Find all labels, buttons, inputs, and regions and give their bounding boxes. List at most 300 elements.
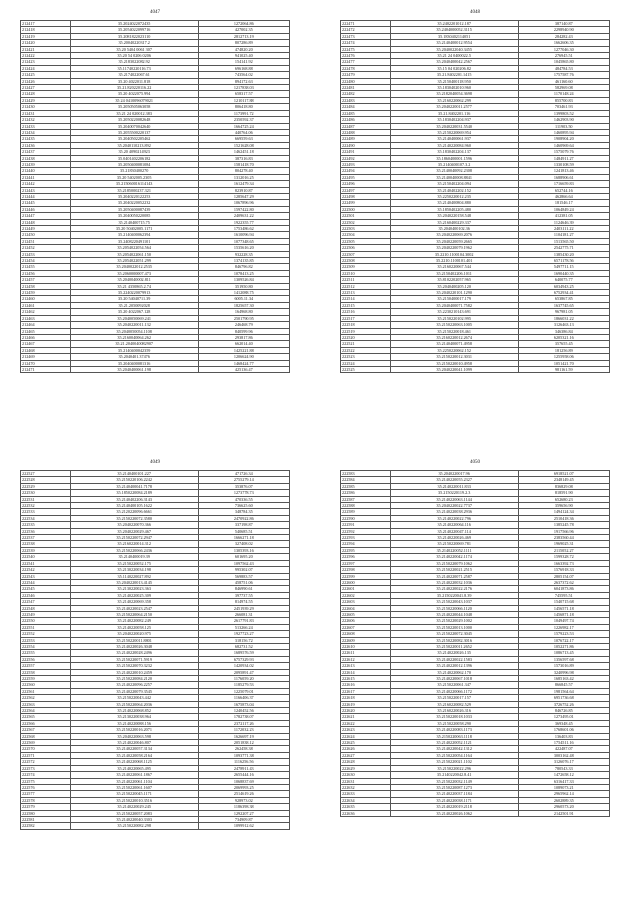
id-cell: 222548: [21, 605, 71, 611]
value-cell: 348784.35: [198, 509, 289, 515]
value-cell: 1540715.68: [518, 599, 609, 605]
code-cell: 35.2040220020.975: [70, 631, 198, 637]
id-cell: 222570: [21, 746, 71, 752]
value-cell: 1068837.69: [198, 778, 289, 784]
code-cell: 35.2140220029.245: [70, 804, 198, 810]
code-cell: 35.2040220070.366: [70, 522, 198, 528]
value-cell: 1124646.39: [518, 219, 609, 225]
id-cell: 222562: [21, 695, 71, 701]
value-cell: 1077348.65: [198, 238, 289, 244]
id-cell: 222563: [21, 701, 71, 707]
code-cell: 35.2150220063.1005: [390, 322, 518, 328]
id-cell: 222536: [21, 528, 71, 534]
code-cell: 35.2040400205.120: [390, 283, 518, 289]
value-cell: 369348.45: [518, 720, 609, 726]
page-title: 4050: [470, 460, 480, 465]
code-cell: 35.2140220096.2257: [70, 682, 198, 688]
id-cell: 222555: [21, 650, 71, 656]
id-cell: 222539: [21, 547, 71, 553]
value-cell: 5497711.15: [518, 264, 609, 270]
code-cell: 35.2160220067.544: [390, 264, 518, 270]
id-cell: 222541: [21, 560, 71, 566]
code-cell: 35.2040050220085: [70, 213, 198, 219]
code-cell: 35.2150220021.2515: [390, 567, 518, 573]
code-cell: 35.2140220012.1396: [390, 663, 518, 669]
id-cell: 222607: [341, 624, 391, 630]
id-cell: 212424: [21, 65, 71, 71]
code-cell: 35.2140220022.2176: [390, 586, 518, 592]
code-cell: 35.2150220084.2120: [70, 676, 198, 682]
code-cell: 35.20 5402005.2305: [70, 174, 198, 180]
value-cell: 2812713.19: [198, 33, 289, 39]
value-cell: 2637372.62: [518, 579, 609, 585]
id-cell: 222516: [341, 309, 391, 315]
value-cell: 1226982.17: [518, 624, 609, 630]
value-cell: 2403111.22: [518, 226, 609, 232]
id-cell: 212460: [21, 296, 71, 302]
code-cell: 35.2140040008.8841: [390, 174, 518, 180]
code-cell: 35.2150220066.2436: [70, 547, 198, 553]
code-cell: 35.1140220027.892: [70, 573, 198, 579]
value-cell: 1462903.90: [518, 117, 609, 123]
id-cell: 212464: [21, 322, 71, 328]
value-cell: 2372117.26: [198, 720, 289, 726]
value-cell: 1277046.30: [518, 46, 609, 52]
id-cell: 222476: [341, 53, 391, 59]
value-cell: 2542775.71: [518, 245, 609, 251]
value-cell: 2478911.43: [198, 765, 289, 771]
value-cell: 1206624.90: [198, 354, 289, 360]
id-cell: 212435: [21, 136, 71, 142]
value-cell: 1663392.73: [518, 560, 609, 566]
code-cell: 35.2150220082.3016: [390, 637, 518, 643]
code-cell: 35.2040220041.1099: [390, 366, 518, 372]
value-cell: 262458.38: [198, 746, 289, 752]
value-cell: 181546.17: [518, 200, 609, 206]
id-cell: 212429: [21, 97, 71, 103]
code-cell: 35.2150220087.1273: [390, 784, 518, 790]
code-cell: 35.2140400062394: [70, 232, 198, 238]
code-cell: 35.2160220014.312: [70, 541, 198, 547]
value-cell: 427002.35: [198, 27, 289, 33]
value-cell: 1456871.18: [518, 611, 609, 617]
id-cell: 222597: [341, 560, 391, 566]
value-cell: 1468424.77: [198, 360, 289, 366]
value-cell: 2470922.86: [198, 515, 289, 521]
code-cell: 35.2054022051.299: [70, 258, 198, 264]
code-cell: 35.2140220058.125: [70, 624, 198, 630]
value-cell: 836829.08: [518, 483, 609, 489]
id-cell: 212430: [21, 104, 71, 110]
id-cell: 222603: [341, 599, 391, 605]
value-cell: 2965962.14: [518, 791, 609, 797]
value-cell: 1576918.33: [518, 567, 609, 573]
id-cell: 222583: [341, 471, 391, 477]
id-cell: 222622: [341, 720, 391, 726]
code-cell: 35.0401402206182: [70, 155, 198, 161]
id-cell: 222600: [341, 579, 391, 585]
code-cell: 35.2140220044.1048: [390, 611, 518, 617]
id-cell: 222511: [341, 277, 391, 283]
value-cell: 284282.43: [518, 33, 609, 39]
code-cell: 35.2150220052.175: [70, 560, 198, 566]
id-cell: 212456: [21, 270, 71, 276]
value-cell: 1330108.59: [518, 161, 609, 167]
id-cell: 212446: [21, 206, 71, 212]
value-cell: 3003162.48: [518, 752, 609, 758]
value-cell: 387316.83: [198, 155, 289, 161]
value-cell: 804278.40: [198, 168, 289, 174]
value-cell: 1097562.43: [198, 560, 289, 566]
id-cell: 222576: [21, 784, 71, 790]
value-cell: 1757587.76: [518, 72, 609, 78]
value-cell: 154141.92: [198, 59, 289, 65]
id-cell: 222485: [341, 110, 391, 116]
value-cell: 1292207.27: [198, 810, 289, 816]
code-cell: 35.2140220042.1174: [390, 554, 518, 560]
value-cell: 318156.72: [198, 637, 289, 643]
id-cell: 222578: [21, 797, 71, 803]
id-cell: 222503: [341, 226, 391, 232]
code-cell: 35.2040220079.1962: [390, 245, 518, 251]
id-cell: 222568: [21, 733, 71, 739]
code-cell: 35.21.8402201.116: [390, 110, 518, 116]
value-cell: 995302.07: [198, 567, 289, 573]
id-cell: 222477: [341, 59, 391, 65]
code-cell: 35.2055500220137: [70, 129, 198, 135]
value-cell: 353876.07: [198, 483, 289, 489]
code-cell: 35.2140220026.469: [390, 535, 518, 541]
code-cell: 35.1860400001.1596: [390, 155, 518, 161]
value-cell: 2115052.27: [518, 547, 609, 553]
code-cell: 35.2150220070.3232: [70, 663, 198, 669]
value-cell: 2755279.14: [198, 477, 289, 483]
id-cell: 212433: [21, 123, 71, 129]
code-cell: 35.2160400229.337: [390, 219, 518, 225]
id-cell: 222630: [341, 772, 391, 778]
code-cell: 35.2040220011.132: [70, 322, 198, 328]
code-cell: 35.2402201012.187: [390, 21, 518, 27]
code-cell: 35.2140220082.249: [70, 618, 198, 624]
value-cell: 1255958.06: [518, 354, 609, 360]
id-cell: 222604: [341, 605, 391, 611]
code-cell: 35.2140220011.833: [390, 483, 518, 489]
id-cell: 222551: [21, 624, 71, 630]
id-cell: 222510: [341, 270, 391, 276]
sheet-page-3: [20, 460, 290, 895]
value-cell: 734909.87: [198, 816, 289, 822]
code-cell: 35.2150402206.1011: [390, 270, 518, 276]
id-cell: 222611: [341, 650, 391, 656]
value-cell: 2298940.90: [518, 27, 609, 33]
id-cell: 222556: [21, 656, 71, 662]
code-cell: 35.2183022082.92: [70, 59, 198, 65]
value-cell: 246468.79: [198, 322, 289, 328]
id-cell: 222491: [341, 149, 391, 155]
code-cell: 35.2140402202.152: [390, 187, 518, 193]
value-cell: 337198.87: [198, 522, 289, 528]
id-cell: 222549: [21, 611, 71, 617]
id-cell: 212459: [21, 290, 71, 296]
value-cell: 484784.53: [518, 65, 609, 71]
id-cell: 222501: [341, 213, 391, 219]
code-cell: 35.2140220042.8.41: [390, 772, 518, 778]
code-cell: 35.2150220106.2242: [70, 477, 198, 483]
id-cell: 222618: [341, 695, 391, 701]
id-cell: 222558: [21, 669, 71, 675]
code-cell: 35.2150220119.2.3: [390, 490, 518, 496]
code-cell: 35.2150220010.3516: [70, 797, 198, 803]
code-cell: 35.2150220061.347: [390, 682, 518, 688]
id-cell: 222488: [341, 129, 391, 135]
value-cell: 1273778.73: [198, 490, 289, 496]
code-cell: 35.2140220010.2459: [70, 669, 198, 675]
code-cell: 35.20 54 0206 0206: [70, 53, 198, 59]
code-cell: 35.2040220022.7737: [390, 503, 518, 509]
code-cell: 35.2160040064.262: [70, 334, 198, 340]
code-cell: 35.2040220017.96: [390, 471, 518, 477]
id-cell: 222561: [21, 688, 71, 694]
value-cell: 1782738.07: [198, 714, 289, 720]
id-cell: 212448: [21, 219, 71, 225]
id-cell: 212443: [21, 187, 71, 193]
id-cell: 222593: [341, 535, 391, 541]
value-cell: 1716659.83: [518, 181, 609, 187]
id-cell: 212422: [21, 53, 71, 59]
code-cell: 35.2054022061.150: [70, 251, 198, 257]
code-cell: 35.2150400118.950: [390, 78, 518, 84]
id-cell: 212462: [21, 309, 71, 315]
code-cell: 35.2250220062.152: [390, 347, 518, 353]
code-cell: 35.2081822023110: [70, 33, 198, 39]
page-title: 4049: [150, 460, 160, 465]
value-cell: 806418.80: [198, 104, 289, 110]
code-cell: 35.2140220068.852: [70, 708, 198, 714]
code-cell: 35.2150220072.2947: [70, 535, 198, 541]
code-cell: 35.2150220029.1002: [390, 618, 518, 624]
code-cell: 35.2150220064.2150: [70, 611, 198, 617]
code-cell: 35.2054022099716: [70, 27, 198, 33]
code-cell: 35.2140220064.116: [390, 522, 518, 528]
code-cell: 35.2150220016.2071: [70, 727, 198, 733]
id-cell: 222497: [341, 187, 391, 193]
code-cell: 35.2050400087439: [70, 206, 198, 212]
value-cell: 458751.06: [198, 579, 289, 585]
value-cell: 1064849.24: [518, 206, 609, 212]
code-cell: 35.2140400041.7178: [70, 483, 198, 489]
id-cell: 222614: [341, 669, 391, 675]
id-cell: 222472: [341, 27, 391, 33]
code-cell: 35.2408220491101: [70, 238, 198, 244]
value-cell: 1637745.65: [518, 302, 609, 308]
code-cell: 35.21.2040040082907: [70, 341, 198, 347]
value-cell: 1927723.27: [198, 631, 289, 637]
value-cell: 652744.16: [518, 187, 609, 193]
value-cell: 462866.64: [518, 193, 609, 199]
value-cell: 894172.63: [198, 78, 289, 84]
id-cell: 212453: [21, 251, 71, 257]
id-cell: 222606: [341, 618, 391, 624]
id-cell: 212469: [21, 354, 71, 360]
code-cell: 35.2040502205462: [70, 136, 198, 142]
code-cell: 35.2140220061.1104: [70, 778, 198, 784]
value-cell: 2617791.83: [198, 618, 289, 624]
id-cell: 212463: [21, 315, 71, 321]
code-cell: 35.2140220052.1111: [390, 547, 518, 553]
value-cell: 703461.93: [518, 104, 609, 110]
code-cell: 35.2040022012.2535: [70, 264, 198, 270]
code-cell: 35.2024022072435: [70, 21, 198, 27]
id-cell: 222615: [341, 676, 391, 682]
code-cell: 35.2140220088.156: [70, 720, 198, 726]
value-cell: 1374135.85: [198, 258, 289, 264]
code-cell: 35.2130220034.198: [70, 567, 198, 573]
value-cell: 2960573.20: [518, 804, 609, 810]
value-cell: 540685.51: [198, 528, 289, 534]
id-cell: 212458: [21, 283, 71, 289]
value-cell: 1662606.35: [518, 40, 609, 46]
code-cell: 35.11740220116.73: [70, 65, 198, 71]
code-cell: 35.2160220026.316: [390, 708, 518, 714]
sheet-page-2: [340, 10, 610, 430]
code-cell: 35.2140220068.1125: [70, 759, 198, 765]
id-cell: 222547: [21, 599, 71, 605]
value-cell: 601695.20: [198, 554, 289, 560]
id-cell: 222577: [21, 791, 71, 797]
value-cell: 928973.02: [198, 797, 289, 803]
id-cell: 212419: [21, 33, 71, 39]
id-cell: 222616: [341, 682, 391, 688]
value-cell: 1866031.22: [518, 315, 609, 321]
value-cell: 1573016.89: [518, 663, 609, 669]
value-cell: 1185279.53: [198, 682, 289, 688]
value-cell: 1385245.78: [518, 522, 609, 528]
value-cell: 652680.23: [518, 496, 609, 502]
code-cell: 35.2150220018.1033: [390, 714, 518, 720]
id-cell: 212450: [21, 232, 71, 238]
value-cell: 1456571.18: [518, 605, 609, 611]
code-cell: 35.2150220072.3045: [390, 631, 518, 637]
id-cell: 212423: [21, 59, 71, 65]
id-cell: 222481: [341, 85, 391, 91]
code-cell: 35.2140220019.2118: [390, 804, 518, 810]
id-cell: 222513: [341, 290, 391, 296]
value-cell: 1969025.31: [518, 541, 609, 547]
code-cell: 35.2140220071.2587: [390, 573, 518, 579]
code-cell: 35.21 24 0400022.5: [390, 53, 518, 59]
value-cell: 6316417.33: [518, 778, 609, 784]
code-cell: 35.2210.1100104.3002: [390, 251, 518, 257]
value-cell: 1045865.80: [518, 59, 609, 65]
value-cell: 1768601.06: [518, 727, 609, 733]
code-cell: 35.2140220057.3134: [70, 746, 198, 752]
id-cell: 222621: [341, 714, 391, 720]
value-cell: 1513565.50: [518, 238, 609, 244]
value-cell: 1309526.84: [198, 277, 289, 283]
code-cell: 35.2150220069.781: [390, 541, 518, 547]
value-cell: 1579223.53: [518, 631, 609, 637]
id-cell: 222599: [341, 573, 391, 579]
code-cell: 35.2040220029.467: [70, 528, 198, 534]
table-row: [21, 366, 290, 372]
value-cell: 1356597.68: [518, 656, 609, 662]
value-cell: 1420934.02: [198, 663, 289, 669]
value-cell: 1052271.86: [518, 643, 609, 649]
code-cell: 35.2140220067.1018: [390, 676, 518, 682]
value-cell: 1922355.77: [198, 219, 289, 225]
value-cell: 1076722.17: [518, 637, 609, 643]
id-cell: 222504: [341, 232, 391, 238]
id-cell: 222515: [341, 302, 391, 308]
id-cell: 222598: [341, 567, 391, 573]
id-cell: 212438: [21, 155, 71, 161]
id-cell: 222495: [341, 174, 391, 180]
code-cell: 35.2040401.37476: [70, 354, 198, 360]
id-cell: 222591: [341, 522, 391, 528]
value-cell: 2514619.26: [198, 791, 289, 797]
value-cell: 1225079.01: [198, 688, 289, 694]
id-cell: 222569: [21, 740, 71, 746]
id-cell: 222534: [21, 515, 71, 521]
value-cell: 1173991.72: [198, 110, 289, 116]
id-cell: 222493: [341, 161, 391, 167]
value-cell: 2501790.95: [198, 315, 289, 321]
id-cell: 222550: [21, 618, 71, 624]
value-cell: 470336.55: [198, 496, 289, 502]
id-cell: 222620: [341, 708, 391, 714]
value-cell: 6757329.93: [198, 656, 289, 662]
id-cell: 222524: [341, 360, 391, 366]
value-cell: 412381.05: [518, 213, 609, 219]
id-cell: 222567: [21, 727, 71, 733]
value-cell: 1460895.94: [518, 129, 609, 135]
id-cell: 212449: [21, 226, 71, 232]
id-cell: 222584: [341, 477, 391, 483]
value-cell: 1685163.42: [518, 676, 609, 682]
value-cell: 6034943.25: [518, 283, 609, 289]
id-cell: 222592: [341, 528, 391, 534]
data-table: [20, 20, 290, 373]
code-cell: 35.2140220026.1062: [390, 810, 518, 816]
code-cell: 35.8102202057.965: [390, 277, 518, 283]
id-cell: 212425: [21, 72, 71, 78]
code-cell: 35.2040220013.4145: [70, 579, 198, 585]
code-cell: 35.2040220059.2665: [390, 238, 518, 244]
code-cell: 35.2140220025.309: [70, 592, 198, 598]
code-cell: 35.2140402206.3143: [70, 496, 198, 502]
code-cell: 35.2060000007.473: [70, 270, 198, 276]
value-cell: 1305393.16: [198, 547, 289, 553]
value-cell: 1166406.37: [198, 695, 289, 701]
value-cell: 1917566.96: [518, 528, 609, 534]
id-cell: 222574: [21, 772, 71, 778]
id-cell: 222529: [21, 483, 71, 489]
code-cell: 35.2150402204.094: [390, 181, 518, 187]
code-cell: 35.2140220069.358: [70, 599, 198, 605]
value-cell: 653867.85: [518, 296, 609, 302]
value-cell: 1399803.52: [518, 110, 609, 116]
value-cell: 422487.07: [518, 746, 609, 752]
id-cell: 222559: [21, 676, 71, 682]
value-cell: 696168.88: [198, 65, 289, 71]
code-cell: 35.2150220069.954: [390, 129, 518, 135]
value-cell: 6205321.16: [518, 334, 609, 340]
value-cell: 1535616.20: [198, 245, 289, 251]
value-cell: 2348149.45: [518, 477, 609, 483]
id-cell: 222631: [341, 778, 391, 784]
code-cell: 35.2150220079.1062: [390, 560, 518, 566]
value-cell: 1688906.61: [518, 174, 609, 180]
